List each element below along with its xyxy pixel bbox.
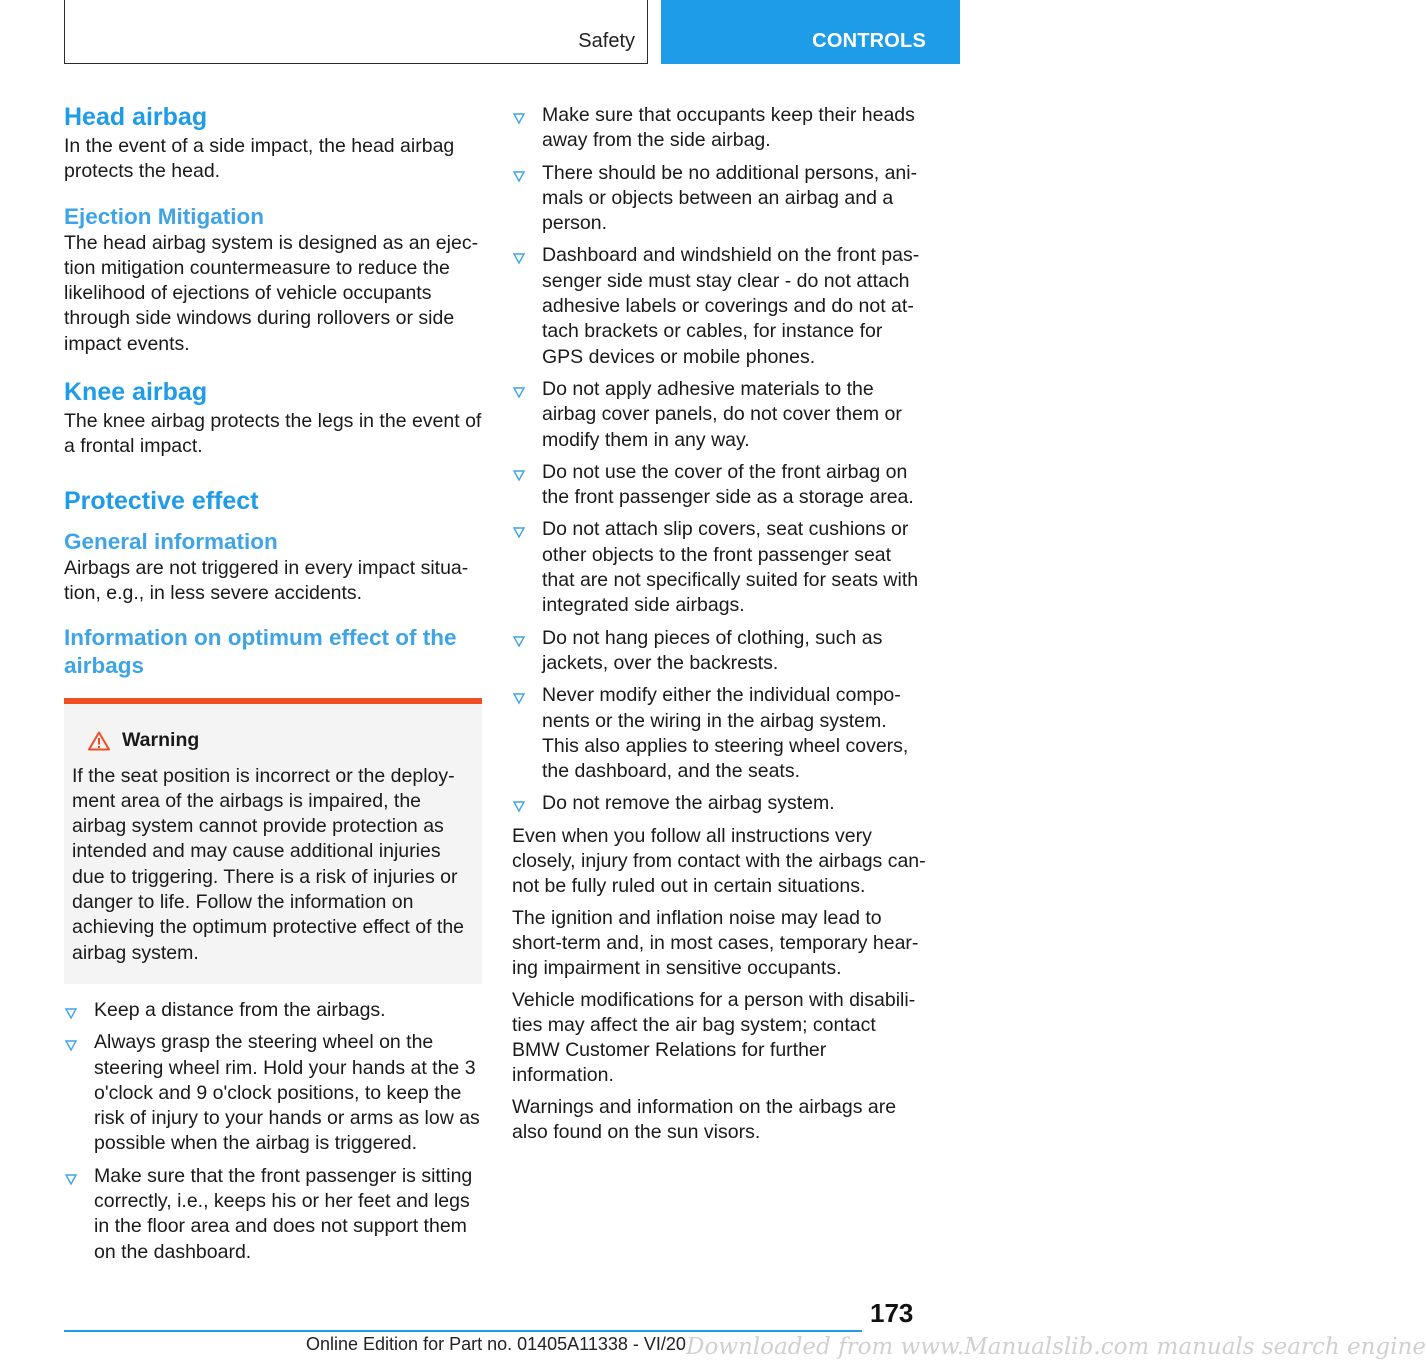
text-head-airbag: In the event of a side impact, the head airbag protects the head.	[64, 135, 455, 183]
list-item-text: Do not hang pieces of clothing, such as jackets, over the backrests.	[542, 626, 883, 674]
warning-triangle-icon	[88, 731, 110, 751]
header-chapter-label: CONTROLS	[812, 30, 926, 52]
triangle-bullet-icon	[64, 1034, 78, 1048]
list-item	[512, 791, 928, 816]
header-section-label: Safety	[578, 30, 635, 52]
list-item-text: Do not remove the airbag system.	[542, 792, 835, 815]
triangle-bullet-icon	[512, 381, 526, 395]
heading-knee-airbag: Knee airbag	[64, 378, 208, 407]
list-item	[512, 243, 928, 369]
triangle-bullet-icon	[64, 1002, 78, 1016]
left-bullet-list	[64, 998, 482, 1265]
list-item	[512, 377, 928, 453]
list-item-text: Do not apply adhesive materials to the airbag cover panels, do not cover them or modify them in any way.	[542, 377, 902, 451]
list-item-text: There should be no additional persons, animals or objects between an airbag and a person.	[542, 161, 918, 235]
list-item-text: Keep a distance from the airbags.	[94, 998, 386, 1021]
warning-title-row	[88, 728, 474, 753]
text-general-information: Airbags are not triggered in every impact situation, e.g., in less severe accidents.	[64, 556, 469, 604]
paragraph-injury-note: Even when you follow all instructions very closely, injury from contact with the airbags cannot be fully ruled out in certain situations.	[512, 824, 926, 898]
text-knee-airbag: The knee airbag protects the legs in the event of a frontal impact.	[64, 410, 482, 458]
paragraph-sun-visors-note: Warnings and information on the airbags are also found on the sun visors.	[512, 1095, 897, 1143]
warning-text: If the seat position is incorrect or the deployment area of the airbags is impaired, the airbag system cannot provide protection as intended and may cause additional injuries due to triggering. There is a risk of injuries or danger to life. Follow the information on achieving the optimum protective effect of the airbag system.	[72, 764, 465, 964]
list-item-text: Make sure that the front passenger is sitting correctly, i.e., keeps his or her feet and legs in the floor area and does not support them on the dashboard.	[94, 1164, 473, 1263]
list-item	[512, 161, 928, 237]
list-item	[512, 683, 928, 784]
heading-general-information: General information	[64, 528, 278, 554]
right-bullet-list	[512, 103, 928, 817]
page-number: 173	[870, 1298, 914, 1328]
list-item	[512, 103, 928, 154]
list-item	[512, 626, 928, 677]
list-item	[512, 517, 928, 618]
list-item-text: Make sure that occupants keep their heads away from the side airbag.	[542, 104, 915, 152]
footer-edition-text: Online Edition for Part no. 01405A11338 - VI/20	[306, 1334, 686, 1354]
list-item	[64, 998, 482, 1023]
watermark: Downloaded from www.Manualslib.com manuals search engine	[686, 1334, 1426, 1360]
list-item-text: Never modify either the individual components or the wiring in the airbag system. This also applies to steering wheel covers, the dashboard, and the seats.	[542, 684, 909, 783]
warning-title: Warning	[122, 729, 200, 752]
triangle-bullet-icon	[64, 1168, 78, 1182]
list-item-text: Do not use the cover of the front airbag on the front passenger side as a storage area.	[542, 460, 914, 509]
footer-divider	[64, 1330, 862, 1332]
triangle-bullet-icon	[512, 464, 526, 478]
list-item	[64, 1164, 482, 1265]
heading-optimum-effect: Information on optimum effect of the airbags	[64, 625, 457, 679]
triangle-bullet-icon	[512, 247, 526, 261]
right-column	[512, 103, 928, 1151]
heading-protective-effect: Protective effect	[64, 486, 259, 515]
text-ejection-mitigation: The head airbag system is designed as an ejection mitigation countermeasure to reduce the likelihood of ejections of vehicle occupants through side windows during rollovers or side impact events.	[64, 231, 479, 355]
triangle-bullet-icon	[512, 165, 526, 179]
triangle-bullet-icon	[512, 687, 526, 701]
triangle-bullet-icon	[512, 630, 526, 644]
paragraph-noise-note: The ignition and inflation noise may lead to short-term and, in most cases, temporary hearing impairment in sensitive occupants.	[512, 906, 919, 980]
header-section-box	[64, 0, 648, 64]
list-item-text: Do not attach slip covers, seat cushions or other objects to the front passenger seat that are not specifically suited for seats with integrated side airbags.	[542, 518, 919, 617]
triangle-bullet-icon	[512, 107, 526, 121]
list-item	[64, 1030, 482, 1156]
left-column	[64, 100, 482, 1272]
triangle-bullet-icon	[512, 795, 526, 809]
warning-box	[64, 698, 482, 984]
heading-head-airbag: Head airbag	[64, 103, 208, 131]
list-item-text: Always grasp the steering wheel on the steering wheel rim. Hold your hands at the 3 o'clock and 9 o'clock positions, to keep the risk of injury to your hands or arms as low as possible when the airbag is triggered.	[94, 1031, 480, 1155]
list-item	[512, 460, 928, 511]
paragraph-modifications-note: Vehicle modifications for a person with disabilities may affect the air bag system; contact BMW Customer Relations for further information.	[512, 988, 916, 1087]
heading-ejection-mitigation: Ejection Mitigation	[64, 203, 264, 229]
header-chapter-tab	[661, 0, 960, 64]
triangle-bullet-icon	[512, 521, 526, 535]
list-item-text: Dashboard and windshield on the front passenger side must stay clear - do not attach adhesive labels or coverings and do not attach brackets or cables, for instance for GPS devices or mobile phones.	[542, 244, 920, 368]
